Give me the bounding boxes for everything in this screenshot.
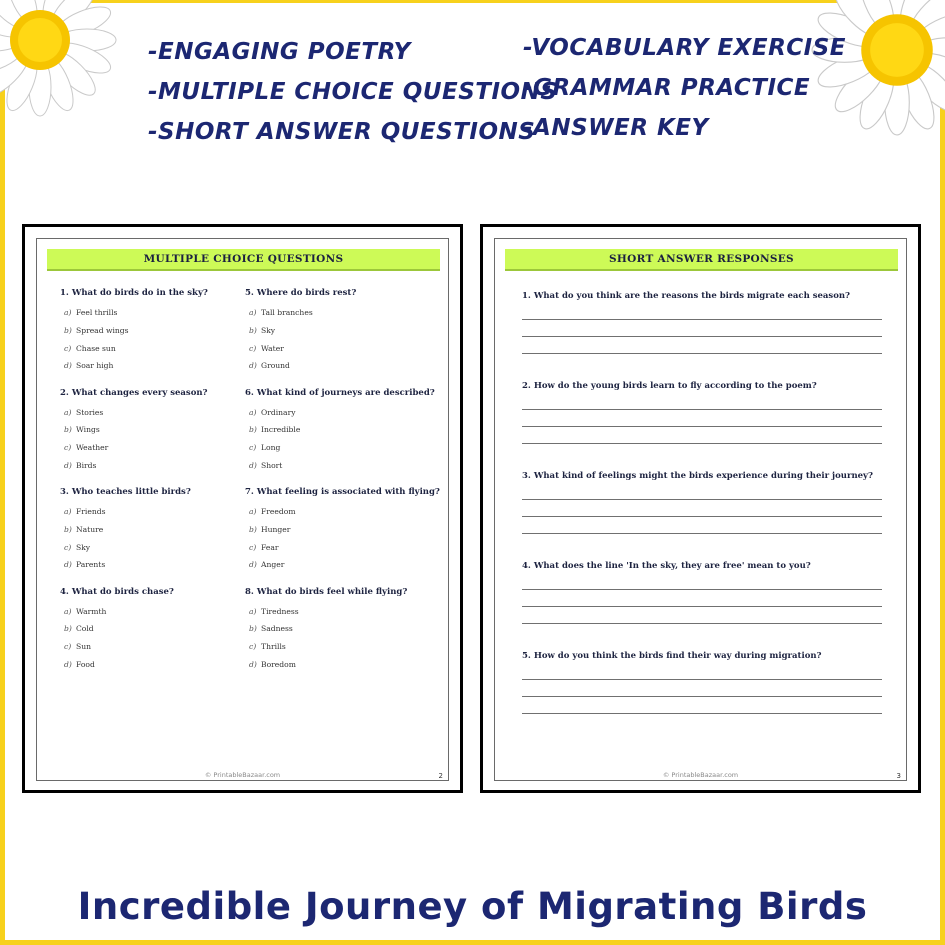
option-text: Ground [261,361,290,371]
answer-line[interactable] [522,517,882,534]
option-text: Long [261,443,281,453]
worksheet-title: Incredible Journey of Migrating Birds [77,885,868,928]
option-text: Fear [261,542,279,552]
option-letter: d) [64,361,72,371]
answer-line[interactable] [522,500,882,517]
answer-option [245,344,430,362]
page-inner-border [36,238,449,781]
mcq-worksheet-page [22,224,463,793]
question-text: 1. What do you think are the reasons the birds migrate each season? [522,291,851,301]
option-text: Nature [76,524,104,534]
answer-option [245,408,430,426]
question-text: 3. Who teaches little birds? [60,487,191,497]
mcq-question [245,487,440,587]
mcq-column-left [60,288,245,686]
mcq-question [245,387,435,488]
answer-line[interactable] [522,337,882,354]
answer-option [245,607,430,625]
option-text: Food [76,659,95,669]
option-text: Cold [76,624,94,634]
option-letter: a) [249,606,257,616]
short-answer-question [522,471,882,561]
option-letter: d) [249,361,257,371]
mcq-question [60,587,245,687]
option-letter: b) [249,624,257,634]
option-letter: c) [64,343,72,353]
answer-option [245,543,430,561]
option-text: Freedom [261,507,296,516]
answer-option [60,344,245,362]
answer-option [60,326,245,344]
option-text: Hunger [261,524,291,534]
answer-option [245,525,430,543]
option-text: Thrills [261,642,286,652]
section-title: MULTIPLE CHOICE QUESTIONS [47,249,440,271]
feature-item: -ENGAGING POETRY [148,39,411,65]
option-letter: a) [64,308,72,317]
answer-line[interactable] [522,403,882,410]
answer-option [245,361,430,379]
option-letter: a) [249,407,257,417]
option-text: Chase sun [76,343,116,353]
option-text: Boredom [261,659,296,669]
answer-line[interactable] [522,493,882,500]
option-letter: c) [64,443,72,453]
option-text: Water [261,343,284,353]
option-text: Wings [76,425,100,435]
option-letter: b) [249,325,257,335]
option-text: Incredible [261,425,301,435]
page-inner-border [494,238,907,781]
option-text: Sky [261,325,276,335]
answer-option [245,425,430,443]
option-text: Spread wings [76,325,129,335]
option-letter: a) [249,308,257,317]
feature-item: -GRAMMAR PRACTICE [523,75,811,101]
answer-line[interactable] [522,607,882,624]
answer-option [60,660,245,678]
answer-option [245,660,430,678]
answer-line[interactable] [522,590,882,607]
mcq-column-right [245,288,440,686]
answer-option [60,461,245,479]
question-text: 7. What feeling is associated with flying? [245,487,440,497]
answer-option [245,642,430,660]
answer-line[interactable] [522,320,882,337]
option-text: Short [261,460,283,470]
feature-item: -MULTIPLE CHOICE QUESTIONS [148,79,558,105]
answer-option [60,308,245,326]
answer-option [60,525,245,543]
option-letter: b) [249,524,257,534]
short-answer-worksheet-page [480,224,921,793]
option-text: Soar high [76,361,114,371]
answer-option [245,507,430,525]
answer-option [60,507,245,525]
option-text: Tiredness [261,606,299,616]
answer-line[interactable] [522,427,882,444]
option-letter: c) [249,443,257,453]
answer-option [60,607,245,625]
option-letter: d) [64,659,72,669]
option-text: Sun [76,642,91,652]
feature-list-right [523,34,846,154]
question-text: 4. What does the line 'In the sky, they are free' mean to you? [522,561,811,571]
question-text: 6. What kind of journeys are described? [245,387,435,398]
option-text: Sadness [261,624,293,634]
question-text: 5. Where do birds rest? [245,288,357,298]
daisy-flower-icon [0,0,125,125]
option-text: Feel thrills [76,308,118,317]
question-text: 8. What do birds feel while flying? [245,586,408,597]
section-title: SHORT ANSWER RESPONSES [505,249,898,271]
option-letter: b) [64,624,72,634]
feature-item: -VOCABULARY EXERCISE [523,35,847,61]
feature-item: -SHORT ANSWER QUESTIONS [148,119,536,145]
option-letter: c) [249,642,257,652]
feature-list-left [148,38,557,158]
answer-option [245,624,430,642]
answer-option [245,308,430,326]
answer-option [60,408,245,426]
answer-option [60,624,245,642]
option-letter: c) [64,542,72,552]
option-text: Tall branches [261,308,313,317]
option-text: Weather [76,443,109,453]
option-letter: a) [64,407,72,417]
option-letter: c) [249,542,257,552]
option-text: Parents [76,560,106,570]
option-text: Sky [76,542,91,552]
mcq-question [60,288,245,388]
option-letter: b) [64,524,72,534]
answer-option [60,560,245,578]
option-text: Warmth [76,606,107,616]
feature-item: -ANSWER KEY [523,115,709,141]
answer-option [60,361,245,379]
option-letter: d) [249,659,257,669]
question-text: 4. What do birds chase? [60,586,174,597]
short-answer-question [522,381,882,471]
answer-option [245,461,430,479]
option-letter: d) [64,460,72,470]
mcq-question [60,388,245,488]
option-text: Stories [76,407,104,417]
short-answer-list [522,291,882,741]
mcq-question [245,288,430,388]
option-letter: d) [249,460,257,470]
option-letter: a) [64,606,72,616]
option-letter: d) [249,560,257,570]
answer-option [245,443,430,461]
answer-option [60,443,245,461]
question-text: 2. How do the young birds learn to fly according to the poem? [522,381,817,391]
option-text: Anger [261,560,285,570]
answer-line[interactable] [522,697,882,714]
question-text: 1. What do birds do in the sky? [60,288,208,298]
mcq-question [245,587,430,687]
answer-line[interactable] [522,680,882,697]
answer-option [60,425,245,443]
page-footer: © PrintableBazaar.com [662,771,739,779]
page-footer: © PrintableBazaar.com [204,771,281,779]
option-text: Ordinary [261,407,296,417]
answer-option [245,560,430,578]
option-text: Birds [76,460,97,470]
answer-option [60,642,245,660]
answer-line[interactable] [522,313,882,320]
option-letter: b) [64,425,72,435]
option-letter: a) [249,507,257,516]
option-letter: b) [64,325,72,335]
option-letter: b) [249,425,257,435]
question-text: 5. How do you think the birds find their way during migration? [522,651,822,661]
option-text: Friends [76,507,106,516]
option-letter: c) [64,642,72,652]
option-letter: a) [64,507,72,516]
page-number: 3 [896,772,901,780]
question-text: 2. What changes every season? [60,387,208,398]
option-letter: d) [64,560,72,570]
answer-option [60,543,245,561]
answer-line[interactable] [522,673,882,680]
short-answer-question [522,561,882,651]
short-answer-question [522,291,882,381]
answer-option [245,326,430,344]
short-answer-question [522,651,882,741]
option-letter: c) [249,343,257,353]
page-number: 2 [438,772,443,780]
answer-line[interactable] [522,410,882,427]
question-text: 3. What kind of feelings might the birds experience during their journey? [522,471,873,481]
mcq-question [60,487,245,587]
answer-line[interactable] [522,583,882,590]
